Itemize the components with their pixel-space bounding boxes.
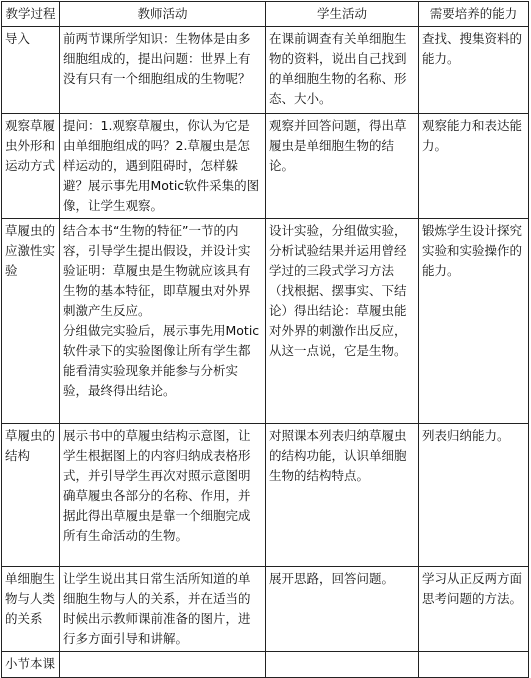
table-row <box>2 652 529 678</box>
student-activity-cell: 展开思路，回答问题。 <box>266 567 419 652</box>
header-stage: 教学过程 <box>2 2 60 27</box>
student-activity-cell: 观察并回答问题，得出草履虫是单细胞生物的结论。 <box>266 114 419 219</box>
teacher-activity-cell <box>60 652 266 678</box>
stage-cell: 导入 <box>2 27 60 114</box>
table-row <box>2 114 529 219</box>
ability-cell: 观察能力和表达能力。 <box>419 114 529 219</box>
table-row <box>2 27 529 114</box>
student-activity-cell: 在课前调查有关单细胞生物的资料，说出自己找到的单细胞生物的名称、形态、大小。 <box>266 27 419 114</box>
table-row <box>2 219 529 424</box>
teacher-activity-cell: 让学生说出其日常生活所知道的单细胞生物与人的关系，并在适当的时候出示教师课前准备的图片，进行多方面引导和讲解。 <box>60 567 266 652</box>
ability-cell: 锻炼学生设计探究实验和实验操作的能力。 <box>419 219 529 424</box>
header-ability: 需要培养的能力 <box>419 2 529 27</box>
teacher-activity-cell: 提问：1.观察草履虫，你认为它是由单细胞组成的吗？2.草履虫是怎样运动的，遇到阻碍时，怎样躲避？展示事先用Motic软件采集的图像，让学生观察。 <box>60 114 266 219</box>
teacher-paragraph: 分组做完实验后，展示事先用Motic软件录下的实验图像让所有学生都能看清实验现象并能参与分析实验，最终得出结论。 <box>63 323 260 398</box>
header-row <box>2 2 529 27</box>
stage-cell: 观察草履虫外形和运动方式 <box>2 114 60 219</box>
ability-cell: 学习从正反两方面思考问题的方法。 <box>419 567 529 652</box>
teacher-paragraph: 结合本书“生物的特征”一节的内容，引导学生提出假设，并设计实验证明：草履虫是生物就应该具有生物的基本特征，即草履虫对外界刺激产生反应。 <box>63 223 251 318</box>
student-activity-cell <box>266 652 419 678</box>
stage-cell: 单细胞生物与人类的关系 <box>2 567 60 652</box>
stage-cell: 小节本课 <box>2 652 60 678</box>
lesson-plan-table <box>1 1 529 678</box>
table-row <box>2 424 529 567</box>
teacher-activity-cell: 展示书中的草履虫结构示意图，让学生根据图上的内容归纳成表格形式，并引导学生再次对照示意图明确草履虫各部分的名称、作用，并据此得出草履虫是靠一个细胞完成所有生命活动的生物。 <box>60 424 266 567</box>
table-row <box>2 567 529 652</box>
student-activity-cell: 对照课本列表归纳草履虫的结构功能，认识单细胞生物的结构特点。 <box>266 424 419 567</box>
header-student-activity: 学生活动 <box>266 2 419 27</box>
ability-cell <box>419 652 529 678</box>
teacher-activity-cell: 前两节课所学知识：生物体是由多细胞组成的，提出问题：世界上有没有只有一个细胞组成的生物呢？ <box>60 27 266 114</box>
ability-cell: 列表归纳能力。 <box>419 424 529 567</box>
header-teacher-activity: 教师活动 <box>60 2 266 27</box>
student-activity-cell: 设计实验，分组做实验，分析试验结果并运用曾经学过的三段式学习方法（找根据、摆事实、下结论）得出结论：草履虫能对外界的刺激作出反应，从这一点说，它是生物。 <box>266 219 419 424</box>
stage-cell: 草履虫的应激性实验 <box>2 219 60 424</box>
teacher-activity-cell <box>60 219 266 424</box>
stage-cell: 草履虫的结构 <box>2 424 60 567</box>
ability-cell: 查找、搜集资料的能力。 <box>419 27 529 114</box>
